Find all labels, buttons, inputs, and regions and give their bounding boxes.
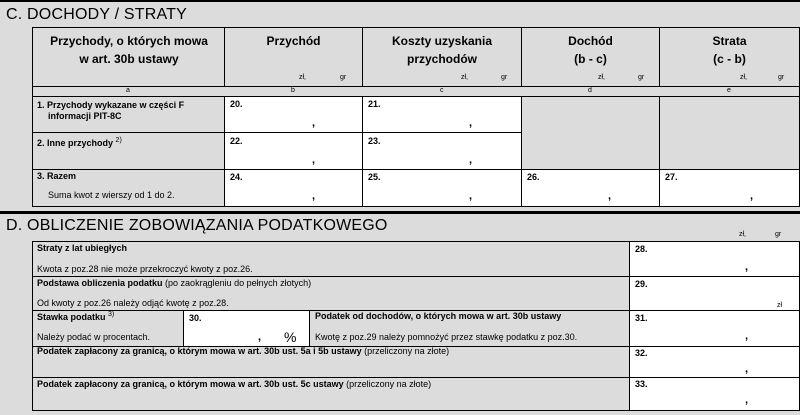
field-33-number: 33. [635,379,648,389]
tax-label: Podatek od dochodów, o których mowa w art. 30b ustawy [315,311,562,321]
field-32-comma: , [745,363,749,375]
unit-zl-b: zł, [299,74,306,81]
field-21[interactable] [362,96,522,133]
field-22-comma: , [312,154,316,166]
abroad-a-label: Podatek zapłacony za granicą, o którym mowa w art. 30b ust. 5a i 5b ustawy (przeliczony na złote) [37,346,450,356]
abroad-c-label: Podatek zapłacony za granicą, o którym mowa w art. 30b ust. 5c ustawy (przeliczony na złote) [37,379,432,389]
field-33-comma: , [745,394,749,406]
rate-hint: Należy podać w procentach. [37,332,151,342]
field-25-comma: , [469,190,473,202]
unit-gr-b: gr [340,74,347,81]
field-20-number: 20. [230,99,243,109]
column-header-d-title: Dochód [568,34,613,48]
rate-label: Stawka podatku $^{3)}$ [37,311,115,322]
field-25-number: 25. [368,172,381,182]
tax-hint: Kwotę z poz.29 należy pomnożyć przez stawkę podatku z poz.30. [315,332,578,342]
field-29-unit-zl: zł [777,302,783,309]
unit-gr-e: gr [778,74,785,81]
letter-a: a [126,87,130,94]
field-30-comma: , [258,331,262,343]
losses-hint: Kwota z poz.28 nie może przekroczyć kwoty z poz.26. [37,264,253,274]
field-31-comma: , [745,330,749,342]
letter-e: e [727,87,731,94]
field-32-number: 32. [635,348,648,358]
section-d-title: D. OBLICZENIE ZOBOWIĄZANIA PODATKOWEGO [6,217,388,234]
field-31-number: 31. [635,313,648,323]
section-c-title: C. DOCHODY / STRATY [6,6,188,23]
column-header-c-label: Koszty uzyskania przychodów [391,34,493,66]
row-1-label: 1. Przychody wykazane w części F [37,100,185,110]
letter-d: d [588,87,592,94]
row-2-label: 2. Inne przychody $^{2)}$ [37,137,122,148]
row-1-label-2: informacji PIT-8C [48,111,122,121]
column-header-e-title: Strata [712,34,747,48]
field-27-comma: , [750,190,754,202]
row-3-note: Suma kwot z wierszy od 1 do 2. [48,190,175,200]
row-1-2-e-blank [659,96,800,170]
field-20-comma: , [312,117,316,129]
column-header-b-label: Przychód [266,34,321,48]
section-d-unit-gr: gr [775,231,782,238]
field-27-number: 27. [665,172,678,182]
field-28-comma: , [745,261,749,273]
field-24[interactable] [224,169,363,207]
base-label: Podstawa obliczenia podatku (po zaokrągleniu do pełnych złotych) [37,278,312,288]
unit-zl-e: zł, [740,74,747,81]
field-23[interactable] [362,132,522,170]
unit-gr-c: gr [501,74,508,81]
field-21-number: 21. [368,99,381,109]
field-27[interactable] [659,169,800,207]
section-d-unit-zl: zł, [739,231,746,238]
field-22[interactable] [224,132,363,170]
percent-sign: % [284,329,297,345]
field-28[interactable] [629,241,800,277]
field-23-number: 23. [368,136,381,146]
field-30-number: 30. [189,313,202,323]
field-28-number: 28. [635,244,648,254]
field-29-number: 29. [635,279,648,289]
unit-zl-d: zł, [598,74,605,81]
losses-label: Straty z lat ubiegłych [37,243,128,253]
column-header-e-sub: (c - b) [713,52,746,66]
field-24-number: 24. [230,172,243,182]
field-24-comma: , [312,190,316,202]
field-26[interactable] [521,169,660,207]
field-20[interactable] [224,96,363,133]
column-header-a-label: Przychody, o których mowa w art. 30b ustawy [50,34,208,66]
unit-gr-d: gr [638,74,645,81]
column-header-d-sub: (b - c) [574,52,607,66]
letter-c: c [440,87,444,94]
row-3-label: 3. Razem [37,171,77,181]
field-32[interactable] [629,346,800,378]
field-26-comma: , [608,190,612,202]
field-29[interactable] [629,276,800,311]
base-hint: Od kwoty z poz.26 należy odjąć kwotę z poz.28. [37,298,229,308]
field-23-comma: , [469,154,473,166]
row-1-2-d-blank [521,96,660,170]
field-26-number: 26. [527,172,540,182]
field-21-comma: , [469,117,473,129]
unit-zl-c: zł, [461,74,468,81]
field-31[interactable] [629,310,800,347]
field-22-number: 22. [230,136,243,146]
field-25[interactable] [362,169,522,207]
field-33[interactable] [629,377,800,411]
letter-b: b [291,87,295,94]
